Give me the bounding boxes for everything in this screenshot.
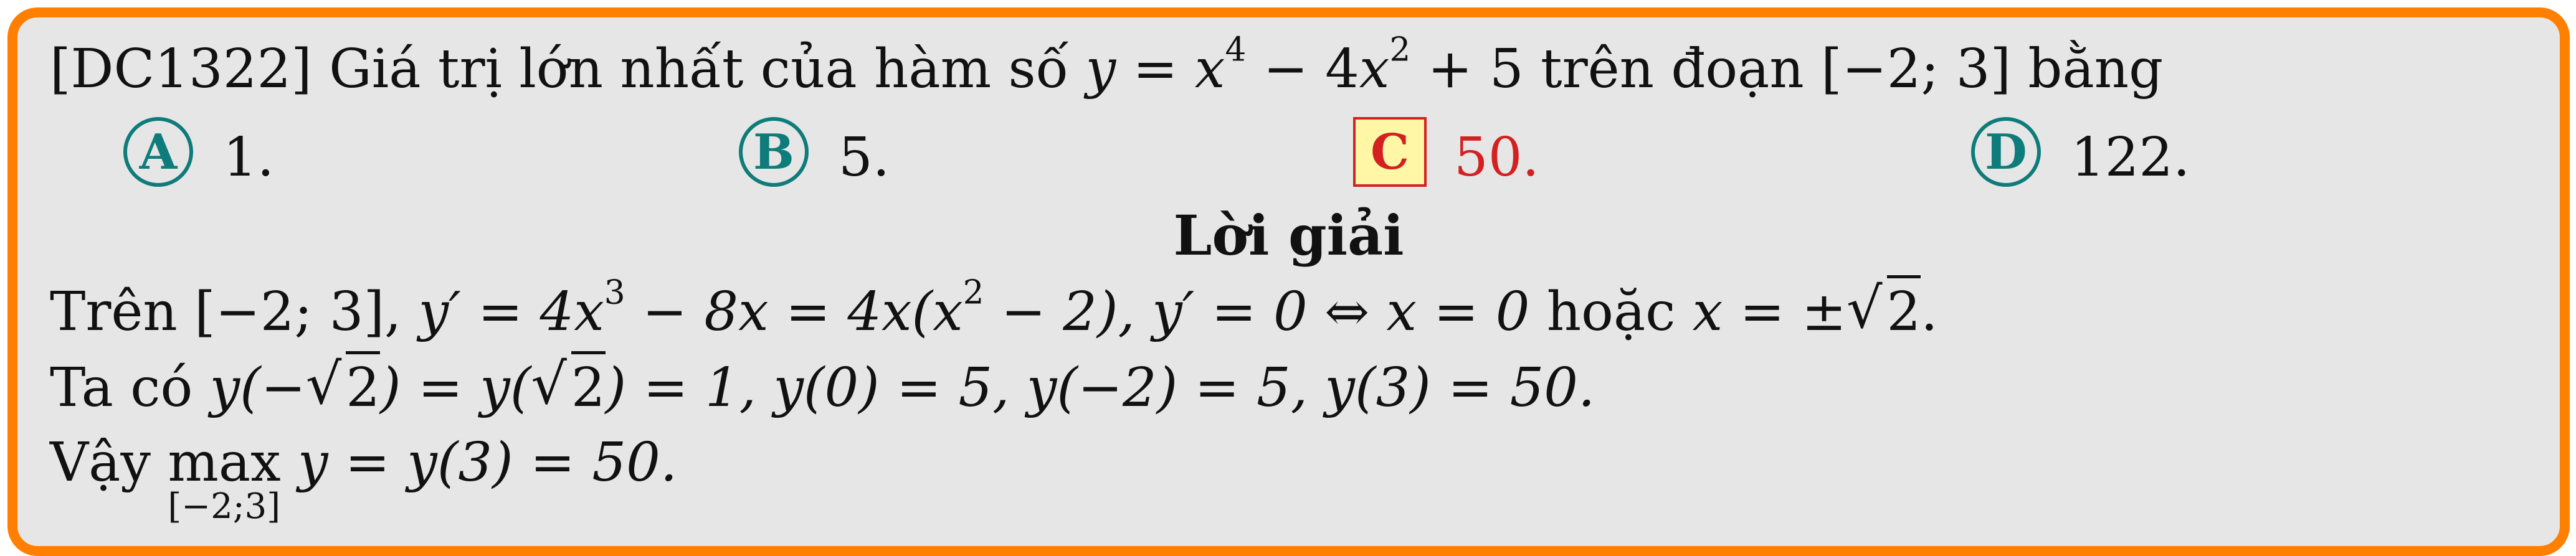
solution-line-1: Trên [−2; 3], $y' = 4x^3 - 8x = 4x(x^2 - 2)$, y′ = 0 ⇔ x = 0 hoặc x = ±√ 2.: [50, 285, 1938, 339]
sqrt-symbol: √ 2: [1846, 285, 1921, 339]
question-code: [DC1322]: [50, 38, 312, 100]
option-a-text[interactable]: 1.: [223, 126, 275, 189]
solution-line-2: Ta có y(−√ 2) = y(√ 2) = 1, y(0) = 5, y(−2) = 5, y(3) = 50.: [50, 361, 1595, 415]
question-card: [7, 7, 2570, 556]
option-d-marker[interactable]: D: [1971, 117, 2041, 187]
option-d-text[interactable]: 122.: [2071, 126, 2190, 189]
sqrt-symbol: √ 2: [531, 361, 605, 415]
option-c-text[interactable]: 50.: [1454, 126, 1539, 189]
max-operator: max [−2;3]: [168, 431, 281, 527]
option-b-text[interactable]: 5.: [839, 126, 890, 189]
option-a-marker[interactable]: A: [123, 117, 193, 187]
question-on-interval: trên đoạn: [1541, 38, 1804, 100]
max-subscript: [−2;3]: [168, 486, 281, 527]
function-expression: $y = x^4 - 4x^2 + 5$: [1085, 30, 1524, 100]
question-line: [50, 30, 2164, 100]
question-interval: [−2; 3]: [1821, 38, 2012, 100]
solution-heading: Lời giải: [1173, 203, 1404, 268]
sqrt-symbol: √ 2: [306, 361, 380, 415]
option-c-marker[interactable]: C: [1353, 117, 1427, 187]
question-ending: bằng: [2028, 38, 2164, 100]
solution-line-3: Vậy max [−2;3] y = y(3) = 50.: [50, 431, 678, 527]
option-b-marker[interactable]: B: [739, 117, 809, 187]
question-prompt: Giá trị lớn nhất của hàm số: [329, 38, 1069, 100]
